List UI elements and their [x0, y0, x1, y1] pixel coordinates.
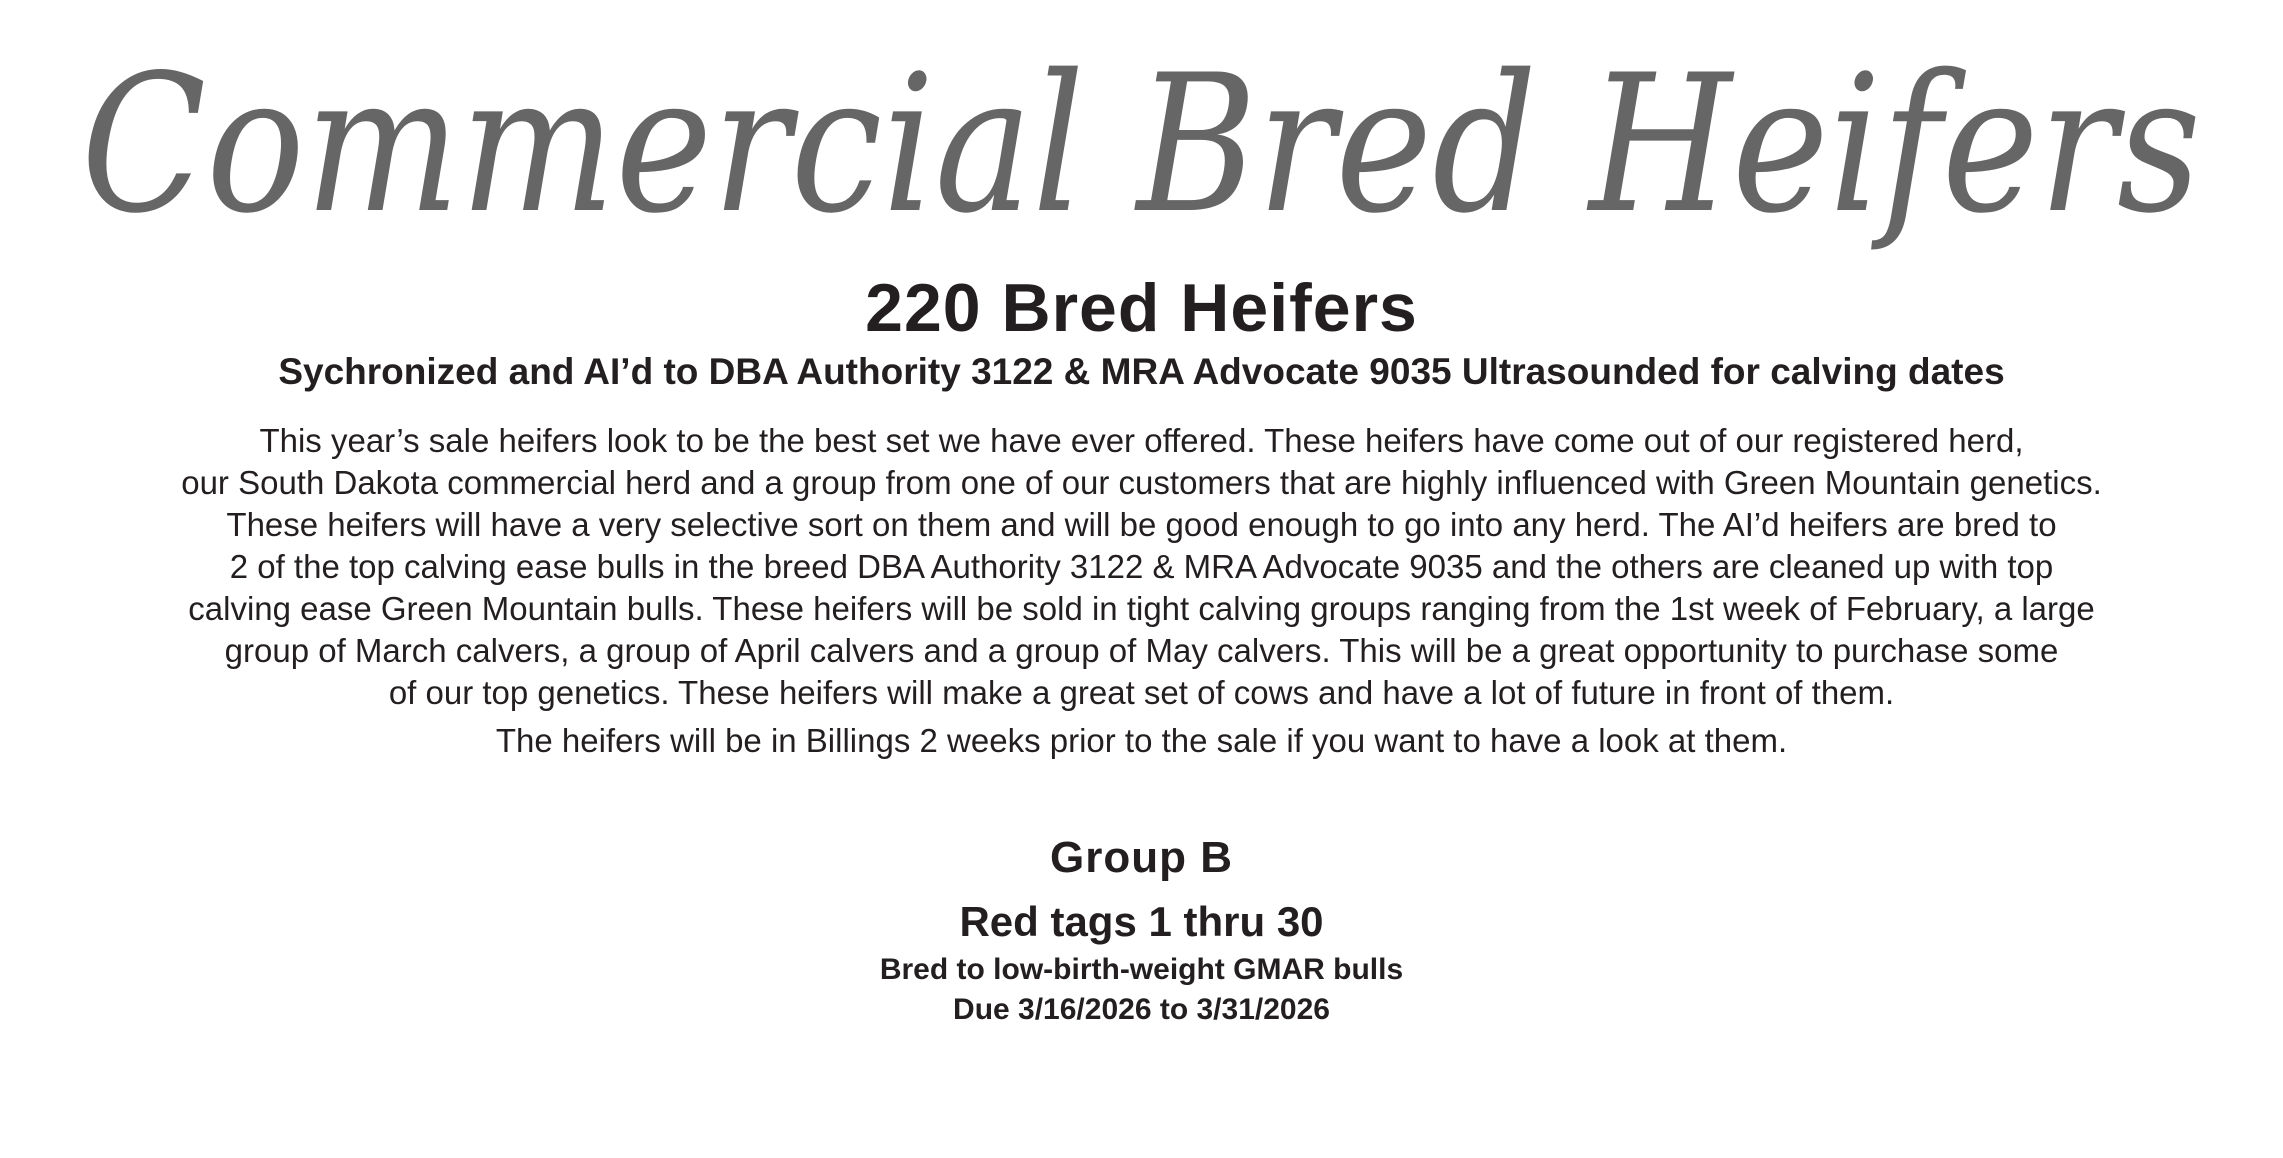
- group-bred-to: Bred to low-birth-weight GMAR bulls: [879, 953, 1404, 986]
- group-due-dates: Due 3/16/2026 to 3/31/2026: [953, 993, 1330, 1026]
- description-line: These heifers will have a very selective sort on them and will be good enough to go into any herd. The AI’d heifers are bred to: [226, 506, 2057, 543]
- description-line: of our top genetics. These heifers will make a great set of cows and have a lot of future in front of them.: [388, 674, 1895, 711]
- description-line: 2 of the top calving ease bulls in the breed DBA Authority 3122 & MRA Advocate 9035 and the others are cleaned up with top: [229, 548, 2054, 585]
- subheadline: Sychronized and AI’d to DBA Authority 3122 & MRA Advocate 9035 Ultrasounded for calving dates: [278, 351, 2005, 392]
- description-line: This year’s sale heifers look to be the best set we have ever offered. These heifers have come out of our registered herd,: [259, 422, 2024, 459]
- group-tags: Red tags 1 thru 30: [959, 898, 1324, 945]
- description-line: our South Dakota commercial herd and a group from one of our customers that are highly influenced with Green Mountain genetics.: [181, 464, 2102, 501]
- script-title-text: Commercial Bred Heifers: [81, 34, 2201, 255]
- description-line: group of March calvers, a group of April calvers and a group of May calvers. This will be a great opportunity to purchase some: [224, 632, 2059, 669]
- description-line: calving ease Green Mountain bulls. These heifers will be sold in tight calving groups ranging from the 1st week of February, a large: [188, 590, 2095, 627]
- description-closing-line: The heifers will be in Billings 2 weeks prior to the sale if you want to have a look at them.: [495, 722, 1788, 759]
- group-title: Group B: [1050, 833, 1233, 882]
- description-paragraph: [0, 420, 2283, 762]
- headline: 220 Bred Heifers: [865, 270, 1418, 346]
- script-title: [0, 20, 2283, 290]
- script-title-graphic: [0, 20, 2283, 290]
